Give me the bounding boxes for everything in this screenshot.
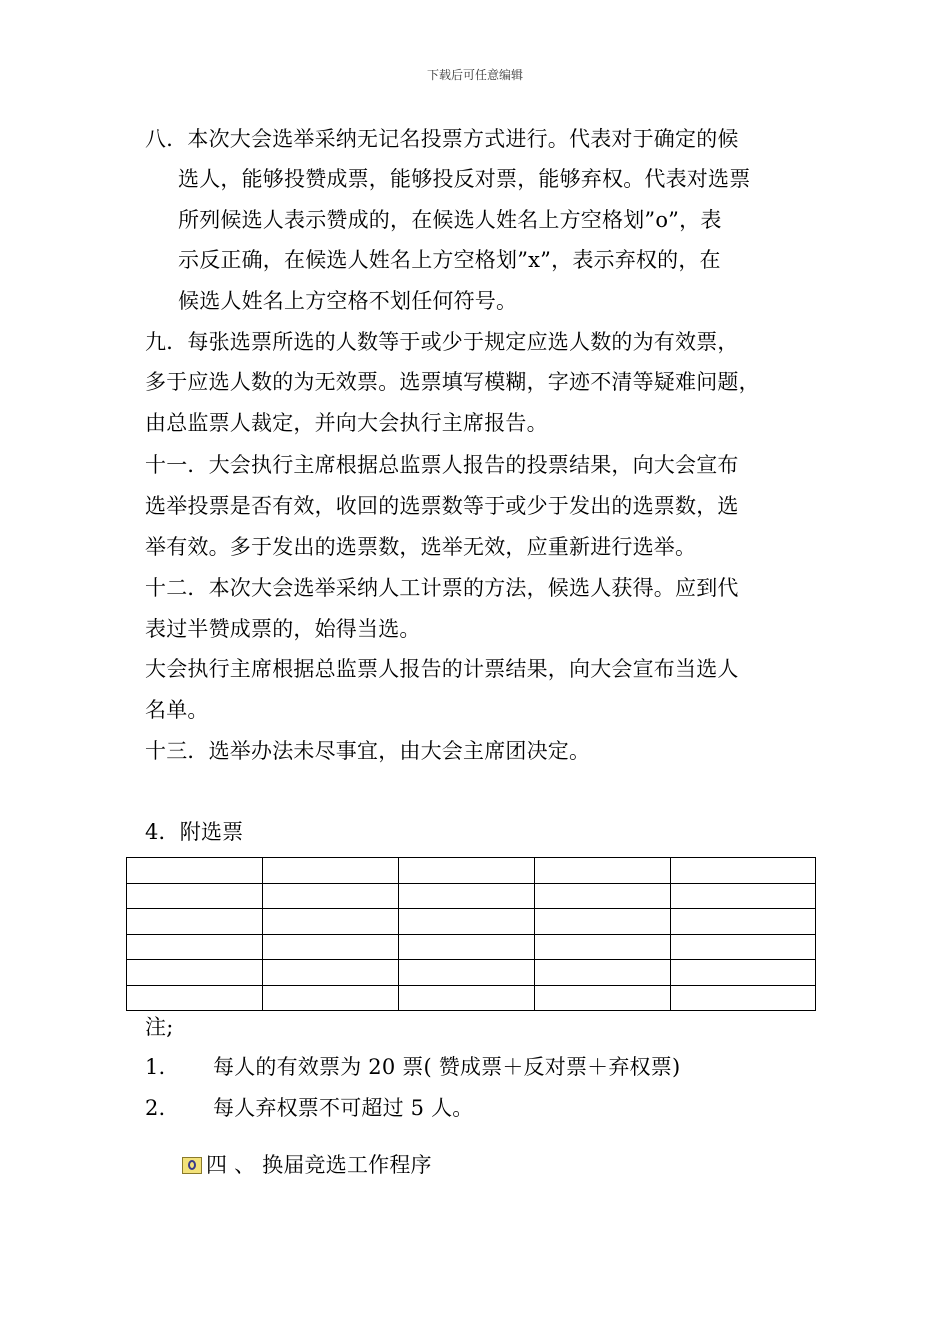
table-cell bbox=[671, 883, 816, 909]
table-cell bbox=[671, 909, 816, 935]
note-text: 每人弃权票不可超过 5 人。 bbox=[213, 1096, 474, 1120]
table-cell bbox=[127, 883, 263, 909]
notes-label: 注; bbox=[145, 1015, 174, 1039]
table-cell bbox=[263, 883, 399, 909]
section-marker-icon bbox=[182, 1157, 202, 1174]
table-cell bbox=[263, 909, 399, 935]
table-row bbox=[127, 858, 816, 884]
table-cell bbox=[127, 960, 263, 986]
table-cell bbox=[263, 985, 399, 1011]
paragraph-11-line-2: 选举投票是否有效，收回的选票数等于或少于发出的选票数，选 bbox=[145, 494, 739, 518]
table-cell bbox=[535, 985, 671, 1011]
table-cell bbox=[535, 960, 671, 986]
table-cell bbox=[399, 960, 535, 986]
table-cell bbox=[671, 960, 816, 986]
note-number: 2. bbox=[145, 1096, 166, 1120]
paragraph-13-line-1: 十三．选举办法未尽事宜，由大会主席团决定。 bbox=[145, 739, 591, 763]
table-cell bbox=[263, 858, 399, 884]
paragraph-9-line-3: 由总监票人裁定，并向大会执行主席报告。 bbox=[145, 411, 548, 435]
paragraph-11-line-3: 举有效。多于发出的选票数，选举无效，应重新进行选举。 bbox=[145, 535, 697, 559]
paragraph-11-line-1: 十一．大会执行主席根据总监票人报告的投票结果，向大会宣布 bbox=[145, 453, 739, 477]
table-row bbox=[127, 934, 816, 960]
table-cell bbox=[263, 960, 399, 986]
paragraph-9-line-2: 多于应选人数的为无效票。选票填写模糊，字迹不清等疑难问题， bbox=[145, 370, 760, 394]
table-cell bbox=[399, 985, 535, 1011]
note-text: 每人的有效票为 20 票( 赞成票＋反对票＋弃权票) bbox=[213, 1055, 681, 1079]
table-cell bbox=[671, 985, 816, 1011]
paragraph-8-line-4: 示反正确，在候选人姓名上方空格划”x”，表示弃权的，在 bbox=[178, 248, 721, 272]
paragraph-8-line-2: 选人，能够投赞成票，能够投反对票，能够弃权。代表对选票 bbox=[178, 167, 751, 191]
table-cell bbox=[127, 909, 263, 935]
note-number: 1. bbox=[145, 1055, 166, 1079]
table-row bbox=[127, 960, 816, 986]
paragraph-announce-line-1: 大会执行主席根据总监票人报告的计票结果，向大会宣布当选人 bbox=[145, 657, 739, 681]
section-heading bbox=[182, 1151, 432, 1179]
paragraph-8-line-3: 所列候选人表示赞成的，在候选人姓名上方空格划”o”，表 bbox=[178, 208, 722, 232]
section-title: 四 、 换届竞选工作程序 bbox=[206, 1153, 432, 1177]
paragraph-8-line-5: 候选人姓名上方空格不划任何符号。 bbox=[178, 289, 518, 313]
table-cell bbox=[671, 858, 816, 884]
table-cell bbox=[127, 985, 263, 1011]
table-row bbox=[127, 883, 816, 909]
table-row bbox=[127, 909, 816, 935]
table-cell bbox=[399, 909, 535, 935]
table-cell bbox=[127, 858, 263, 884]
note-item-2 bbox=[145, 1094, 474, 1122]
table-cell bbox=[535, 883, 671, 909]
table-cell bbox=[127, 934, 263, 960]
table-cell bbox=[671, 934, 816, 960]
paragraph-9-line-1: 九．每张选票所选的人数等于或少于规定应选人数的为有效票， bbox=[145, 330, 739, 354]
table-cell bbox=[535, 909, 671, 935]
paragraph-12-line-2: 表过半赞成票的，始得当选。 bbox=[145, 617, 421, 641]
table-cell bbox=[263, 934, 399, 960]
paragraph-8-line-1: 八．本次大会选举采纳无记名投票方式进行。代表对于确定的候 bbox=[145, 127, 739, 151]
paragraph-12-line-1: 十二．本次大会选举采纳人工计票的方法，候选人获得。应到代 bbox=[145, 576, 739, 600]
attachment-title: 4．附选票 bbox=[145, 820, 244, 844]
table-row bbox=[127, 985, 816, 1011]
ballot-table bbox=[126, 857, 816, 1011]
table-cell bbox=[399, 934, 535, 960]
paragraph-announce-line-2: 名单。 bbox=[145, 698, 209, 722]
table-cell bbox=[399, 883, 535, 909]
table-cell bbox=[399, 858, 535, 884]
table-cell bbox=[535, 934, 671, 960]
page-header: 下载后可任意编辑 bbox=[426, 68, 523, 82]
table-cell bbox=[535, 858, 671, 884]
note-item-1 bbox=[145, 1053, 680, 1081]
